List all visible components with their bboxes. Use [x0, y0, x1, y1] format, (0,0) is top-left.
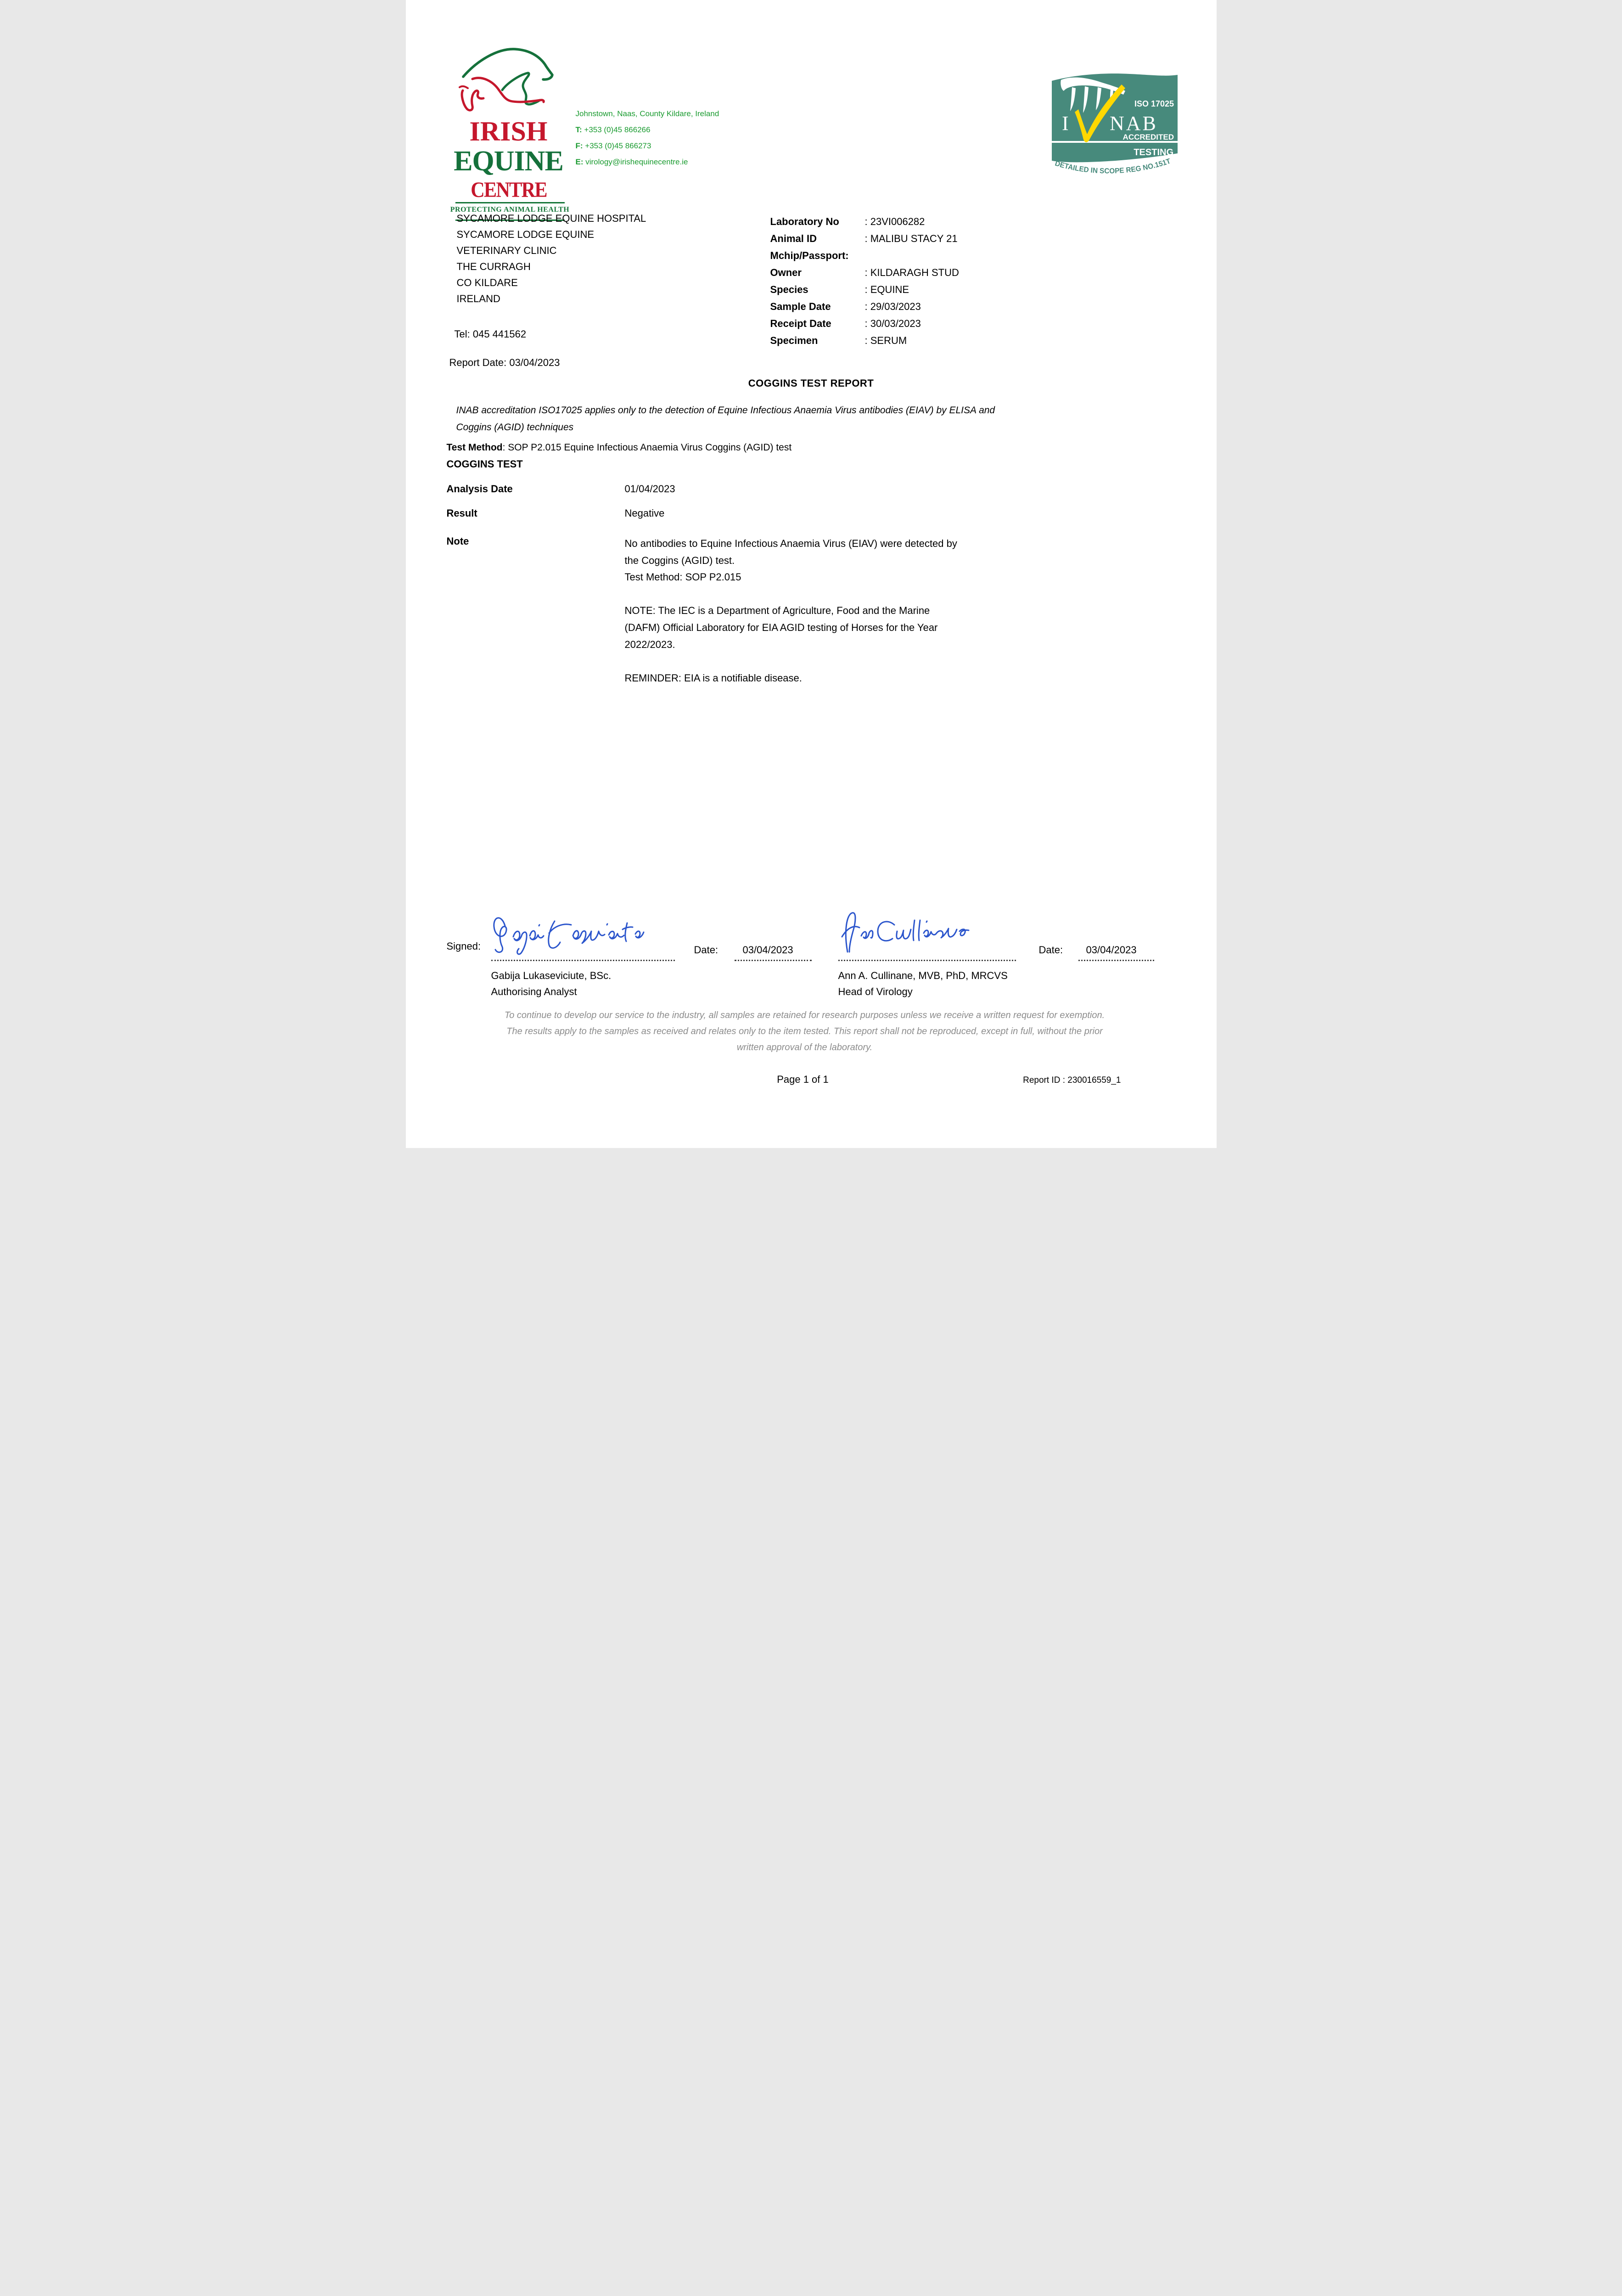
footer-disclaimer — [447, 1007, 1163, 1056]
signature-line-left — [491, 960, 675, 961]
contact-email-value: virology@irishequinecentre.ie — [585, 158, 688, 166]
signatory-role-left: Authorising Analyst — [491, 986, 577, 997]
logo-word-centre: CENTRE — [470, 178, 547, 202]
logo-word-equine: EQUINE — [454, 146, 563, 177]
note-line: (DAFM) Official Laboratory for EIA AGID testing of Horses for the Year — [624, 621, 938, 633]
recipient-line: THE CURRAGH — [456, 261, 531, 272]
signatory-name-left: Gabija Lukaseviciute, BSc. — [491, 970, 612, 981]
contact-block — [576, 106, 719, 170]
note-line: 2022/2023. — [624, 638, 675, 650]
irish-equine-centre-horses-logo — [449, 41, 564, 122]
badge-accredited-text: ACCREDITED — [1122, 133, 1174, 141]
date-line-right — [1078, 960, 1154, 961]
signatory-name-right: Ann A. Cullinane, MVB, PhD, MRCVS — [838, 970, 1008, 981]
recipient-tel: Tel: 045 441562 — [454, 328, 527, 340]
report-date: Report Date: 03/04/2023 — [449, 357, 560, 368]
signature-gabija-lukaseviciute — [491, 908, 647, 958]
sample-details-table — [770, 216, 959, 352]
row-label: Owner — [770, 267, 802, 278]
table-row — [770, 267, 959, 284]
note-line: the Coggins (AGID) test. — [624, 554, 735, 566]
accreditation-note-line: INAB accreditation ISO17025 applies only to the detection of Equine Infectious Anaemia Virus antibodies (EIAV) by ELISA and — [456, 405, 995, 416]
row-label: Sample Date — [770, 301, 831, 312]
row-label: Mchip/Passport: — [770, 250, 849, 261]
test-method-value: : SOP P2.015 Equine Infectious Anaemia Virus Coggins (AGID) test — [502, 442, 792, 453]
table-row — [770, 233, 959, 250]
note-line: Test Method: SOP P2.015 — [624, 571, 741, 583]
signature-ann-cullinane — [838, 908, 992, 958]
note-label: Note — [446, 535, 469, 547]
contact-email-label: E: — [575, 158, 584, 166]
contact-email — [576, 154, 719, 170]
test-method-label: Test Method — [446, 442, 503, 453]
date-value-left: 03/04/2023 — [742, 944, 793, 956]
row-label: Specimen — [770, 335, 818, 346]
contact-phone-value: +353 (0)45 866266 — [584, 125, 651, 134]
badge-iso-text: ISO 17025 — [1134, 99, 1174, 108]
analysis-date-value: 01/04/2023 — [624, 483, 675, 495]
row-label: Animal ID — [770, 233, 817, 244]
logo-tagline: PROTECTING ANIMAL HEALTH — [450, 206, 570, 214]
logo-word-irish: IRISH — [469, 116, 548, 146]
date-label-right: Date: — [1038, 944, 1063, 956]
note-line: REMINDER: EIA is a notifiable disease. — [624, 672, 802, 684]
result-value: Negative — [624, 507, 665, 519]
note-line — [625, 586, 957, 603]
date-value-right: 03/04/2023 — [1086, 944, 1137, 956]
contact-fax — [576, 138, 719, 154]
signatory-role-right: Head of Virology — [838, 986, 913, 997]
logo-rule-top — [455, 202, 565, 203]
signed-label: Signed: — [446, 940, 481, 952]
disclaimer-line: written approval of the laboratory. — [736, 1042, 873, 1052]
disclaimer-line: To continue to develop our service to the industry, all samples are retained for research purposes unless we receive a written request for exemption. — [504, 1010, 1105, 1020]
row-value: : KILDARAGH STUD — [864, 267, 959, 278]
note-line — [625, 653, 957, 670]
recipient-line: IRELAND — [456, 293, 500, 304]
recipient-line: CO KILDARE — [456, 277, 518, 288]
coggins-test-report-page — [406, 0, 1217, 1148]
row-value: : 30/03/2023 — [864, 318, 921, 329]
row-value: : EQUINE — [864, 284, 909, 295]
note-line: No antibodies to Equine Infectious Anaemia Virus (EIAV) were detected by — [624, 538, 957, 549]
recipient-line: SYCAMORE LODGE EQUINE — [456, 229, 595, 240]
table-row — [770, 335, 959, 352]
recipient-line: SYCAMORE LODGE EQUINE HOSPITAL — [456, 213, 646, 224]
table-row — [770, 318, 959, 335]
note-text-block — [625, 535, 957, 687]
table-row — [770, 250, 959, 267]
table-row — [770, 284, 959, 301]
page-title: COGGINS TEST REPORT — [748, 377, 874, 389]
table-row — [770, 301, 959, 318]
recipient-line: VETERINARY CLINIC — [456, 245, 557, 256]
table-row — [770, 216, 959, 233]
section-heading: COGGINS TEST — [446, 458, 523, 470]
contact-address: Johnstown, Naas, County Kildare, Ireland — [575, 109, 719, 118]
row-value: : 23VI006282 — [864, 216, 925, 227]
note-line: NOTE: The IEC is a Department of Agriculture, Food and the Marine — [624, 605, 930, 617]
result-label: Result — [446, 507, 477, 519]
contact-fax-label: F: — [575, 141, 583, 150]
row-label: Receipt Date — [770, 318, 831, 329]
badge-letter-i: I — [1061, 112, 1069, 135]
analysis-date-label: Analysis Date — [446, 483, 513, 495]
contact-phone-label: T: — [575, 125, 582, 134]
page-number: Page 1 of 1 — [777, 1074, 829, 1085]
badge-testing-text: TESTING — [1133, 147, 1173, 158]
accreditation-note — [456, 402, 995, 436]
logo-wordmark — [450, 118, 567, 201]
badge-scope-text: DETAILED IN SCOPE REG NO.151T — [1054, 157, 1172, 175]
inab-accreditation-badge — [1052, 73, 1178, 180]
recipient-address-block — [457, 210, 646, 307]
badge-letters-nab: NAB — [1109, 112, 1158, 135]
date-line-left — [735, 960, 812, 961]
row-value: : SERUM — [864, 335, 907, 346]
contact-phone — [576, 122, 719, 138]
contact-fax-value: +353 (0)45 866273 — [585, 141, 651, 150]
test-method-line — [447, 442, 792, 453]
row-label: Species — [770, 284, 808, 295]
row-value: : 29/03/2023 — [864, 301, 921, 312]
row-label: Laboratory No — [770, 216, 839, 227]
row-value: : MALIBU STACY 21 — [864, 233, 958, 244]
report-id: Report ID : 230016559_1 — [1023, 1075, 1121, 1085]
signature-line-right — [838, 960, 1016, 961]
date-label-left: Date: — [694, 944, 718, 956]
disclaimer-line: The results apply to the samples as received and relates only to the item tested. This report shall not be reproduced, except in full, without the prior — [506, 1026, 1103, 1036]
accreditation-note-line: Coggins (AGID) techniques — [456, 422, 574, 433]
